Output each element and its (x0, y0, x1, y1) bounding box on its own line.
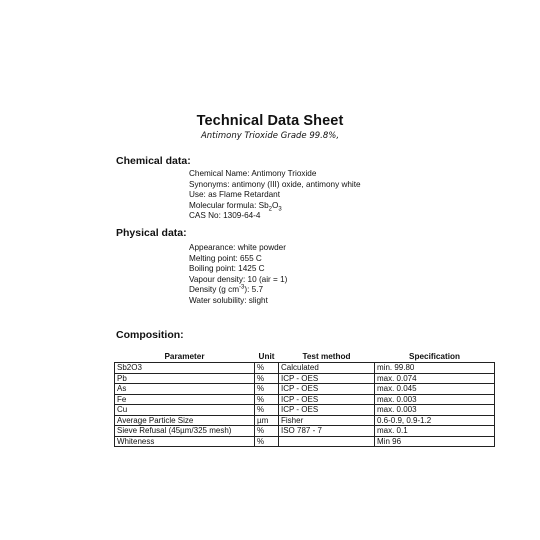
chemical-synonyms: Synonyms: antimony (III) oxide, antimony white (189, 179, 361, 189)
table-cell: % (255, 405, 279, 416)
table-cell: ICP - OES (279, 405, 375, 416)
chemical-data-heading: Chemical data: (116, 155, 191, 167)
table-cell: % (255, 373, 279, 384)
table-cell: Pb (115, 373, 255, 384)
table-row (115, 384, 495, 395)
table-cell: max. 0.003 (375, 405, 495, 416)
boiling-point: Boiling point: 1425 C (189, 264, 265, 274)
table-cell: Whiteness (115, 436, 255, 447)
composition-table (114, 352, 495, 447)
table-cell: Sieve Refusal (45µm/325 mesh) (115, 426, 255, 437)
molecular-formula (189, 201, 361, 212)
density-sup: -3 (239, 284, 245, 291)
table-row (115, 373, 495, 384)
table-cell: % (255, 436, 279, 447)
table-cell: % (255, 394, 279, 405)
table-cell: Fe (115, 394, 255, 405)
table-row (115, 363, 495, 374)
table-cell: % (255, 384, 279, 395)
cas-number: CAS No: 1309-64-4 (189, 211, 261, 221)
table-cell: % (255, 363, 279, 374)
column-header: Parameter (164, 352, 205, 361)
chemical-name: Chemical Name: Antimony Trioxide (189, 169, 317, 178)
melting-point: Melting point: 655 C (189, 253, 262, 263)
table-cell: Sb2O3 (115, 363, 255, 374)
table-cell: ISO 787 - 7 (279, 426, 375, 437)
appearance: Appearance: white powder (189, 243, 286, 252)
table-header-row (115, 352, 495, 363)
table-cell: Average Particle Size (115, 415, 255, 426)
density-value: ): 5.7 (244, 285, 264, 295)
table-cell: max. 0.045 (375, 384, 495, 395)
physical-data-block (189, 243, 287, 307)
table-cell (279, 436, 375, 447)
table-cell: ICP - OES (279, 394, 375, 405)
formula-sub-1: 2 (268, 206, 272, 213)
page-subtitle: Antimony Trioxide Grade 99.8%, (200, 131, 340, 141)
composition-heading: Composition: (116, 329, 184, 341)
column-header: Specification (409, 352, 460, 361)
table-cell: 0.6-0.9, 0.9-1.2 (375, 415, 495, 426)
table-cell: Fisher (279, 415, 375, 426)
chemical-use: Use: as Flame Retardant (189, 190, 281, 200)
water-solubility: Water solubility: slight (189, 295, 268, 305)
table-cell: Cu (115, 405, 255, 416)
table-cell: As (115, 384, 255, 395)
table-cell: ICP - OES (279, 373, 375, 384)
table-row (115, 405, 495, 416)
table-cell: max. 0.074 (375, 373, 495, 384)
page-title: Technical Data Sheet (196, 113, 344, 129)
formula-mid: O (271, 200, 279, 210)
table-cell: µm (255, 415, 279, 426)
column-header: Test method (302, 352, 351, 361)
column-header: Unit (258, 352, 275, 361)
chemical-data-block (189, 169, 361, 222)
formula-label: Molecular formula: Sb (189, 200, 269, 210)
vapour-density: Vapour density: 10 (air = 1) (189, 274, 288, 284)
table-row (115, 436, 495, 447)
table-cell: Calculated (279, 363, 375, 374)
density-label: Density (g cm (189, 285, 240, 295)
table-row (115, 415, 495, 426)
physical-data-heading: Physical data: (116, 227, 187, 239)
table-cell: Min 96 (375, 436, 495, 447)
table-cell: max. 0.1 (375, 426, 495, 437)
table-cell: % (255, 426, 279, 437)
table-cell: ICP - OES (279, 384, 375, 395)
table-row (115, 426, 495, 437)
table-row (115, 394, 495, 405)
table-cell: min. 99.80 (375, 363, 495, 374)
formula-sub-2: 3 (278, 206, 282, 213)
density (189, 285, 287, 296)
table-cell: max. 0.003 (375, 394, 495, 405)
